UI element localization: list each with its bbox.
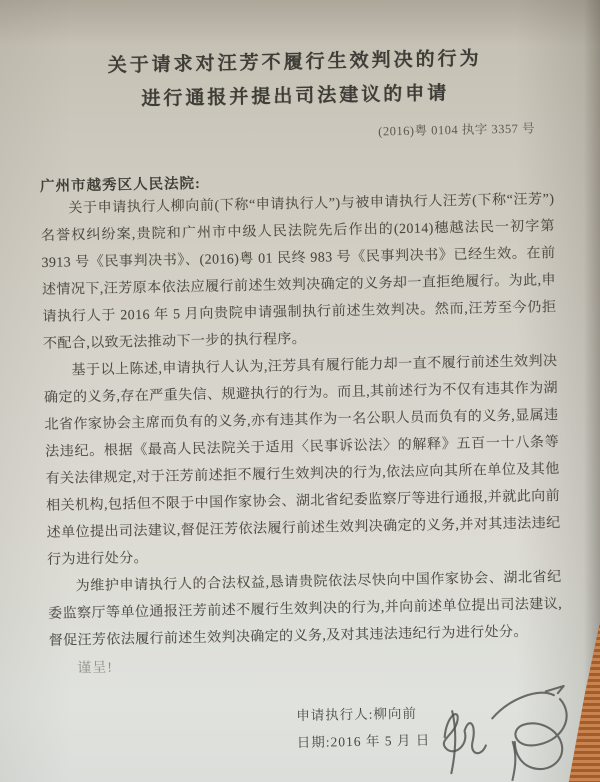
paragraph-3: 为维护申请执行人的合法权益,恳请贵院依法尽快向中国作家协会、湖北省纪委监察厅等单位通报汪芳前述不履行生效判决的行为,并向前述单位提出司法建议,督促汪芳依法履行前述生效判决确定的义务,及对其违法违纪行为进行处分。	[48, 570, 563, 649]
handwritten-signature	[422, 682, 596, 781]
case-number: (2016)粤 0104 执字 3357 号	[378, 121, 536, 139]
title-line-1: 关于请求对汪芳不履行生效判决的行为	[107, 48, 482, 77]
paragraph-2: 基于以上陈述,申请执行人认为,汪芳具有履行能力却一直不履行前述生效判决确定的义务,存在严重失信、规避执行的行为。而且,其前述行为不仅有违其作为湖北省作家协会主席而负有的义务,亦有违其作为一名公职人员而负有的义务,显属违法违纪。根据《最高人民法院关于适用〈民事诉讼法〉的解释》五百一十八条等有关法律规定,对于汪芳前述拒不履行生效判决的行为,依法应向其所在单位及其他相关机构,包括但不限于中国作家协会、湖北省纪委监察厅等进行通报,并就此向前述单位提出司法建议,督促汪芳依法履行前述生效判决确定的义务,并对其违法违纪行为进行处分。	[43, 354, 561, 568]
date-line: 日期:2016 年 5 月 日	[296, 732, 431, 751]
closing-line: 谨呈!	[77, 660, 114, 677]
recipient-line: 广州市越秀区人民法院:	[39, 175, 201, 195]
page-title	[37, 41, 552, 119]
paragraph-1: 关于申请执行人柳向前(下称“申请执行人”)与被申请执行人汪芳(下称“汪芳”)名誉权纠纷案,贵院和广州市中级人民法院先后作出的(2014)穗越法民一初字第 3913 号《民事判决书》、(2016)粤 01 民终 983 号《民事判决书》已经生效。在前述情况下,汪芳原本依法应履行前述生效判决确定的义务却一直拒绝履行。为此,申请执行人于 2016 年 5 月向贵院申请强制执行前述生效判决。然而,汪芳至今仍拒不配合,以致无法推动下一步的执行程序。	[40, 192, 557, 352]
title-line-2: 进行通报并提出司法建议的申请	[141, 83, 450, 110]
document-body	[40, 186, 563, 655]
signature-label: 申请执行人:柳向前	[296, 705, 418, 724]
